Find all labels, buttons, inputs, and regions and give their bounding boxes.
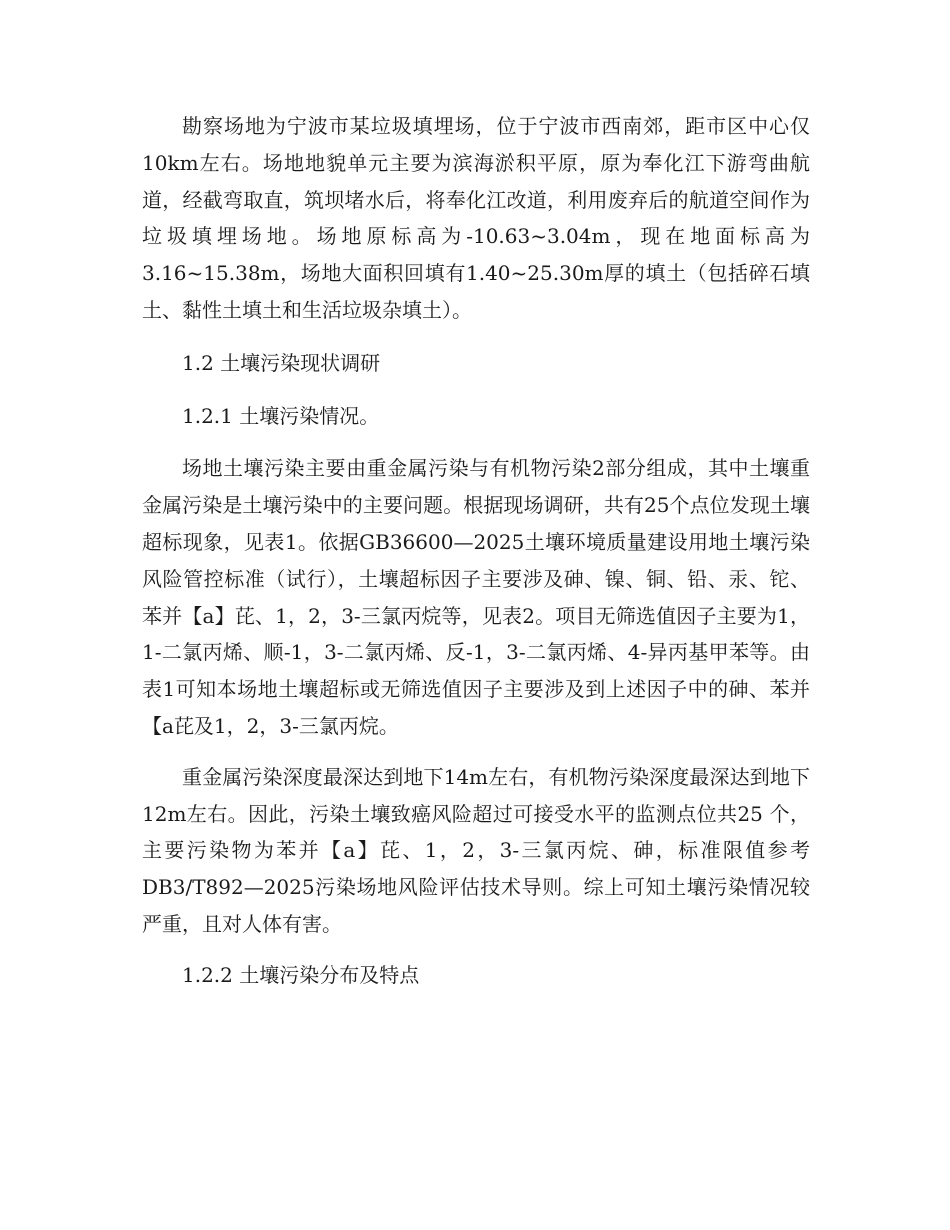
document-body bbox=[142, 108, 810, 994]
section-1-2-1-heading: 1.2.1 土壤污染情况。 bbox=[182, 403, 380, 428]
section-1-2-2-heading: 1.2.2 土壤污染分布及特点 bbox=[182, 962, 420, 987]
section-1-2-heading: 1.2 土壤污染现状调研 bbox=[182, 350, 381, 375]
pollution-overview-paragraph: 场地土壤污染主要由重金属污染与有机物污染2部分组成，其中土壤重金属污染是土壤污染中的主要问题。根据现场调研，共有25个点位发现土壤超标现象，见表1。依据GB36600—2025土壤环境质量建设用地土壤污染风险管控标准（试行），土壤超标因子主要涉及砷、镍、铜、铅、汞、铊、苯并【a】芘、1，2，3-三氯丙烷等，见表2。项目无筛选值因子主要为1，1-二氯丙烯、顺-1，3-二氯丙烯、反-1，3-二氯丙烯、4-异丙基甲苯等。由表1可知本场地土壤超标或无筛选值因子主要涉及到上述因子中的砷、苯并【a芘及1，2，3-三氯丙烷。 bbox=[142, 456, 810, 738]
site-description-paragraph: 勘察场地为宁波市某垃圾填埋场，位于宁波市西南郊，距市区中心仅10km左右。场地地貌单元主要为滨海淤积平原，原为奉化江下游弯曲航道，经截弯取直，筑坝堵水后，将奉化江改道，利用废弃后的航道空间作为垃圾填埋场地。场地原标高为-10.63~3.04m，现在地面标高为3.16~15.38m，场地大面积回填有1.40~25.30m厚的填土（包括碎石填土、黏性土填土和生活垃圾杂填土）。 bbox=[142, 114, 810, 322]
pollution-depth-paragraph: 重金属污染深度最深达到地下14m左右，有机物污染深度最深达到地下12m左右。因此，污染土壤致癌风险超过可接受水平的监测点位共25 个，主要污染物为苯并【a】芘、1，2，3-三氯丙烷、砷，标准限值参考DB3/T892—2025污染场地风险评估技术导则。综上可知土壤污染情况较严重，且对人体有害。 bbox=[142, 764, 810, 936]
